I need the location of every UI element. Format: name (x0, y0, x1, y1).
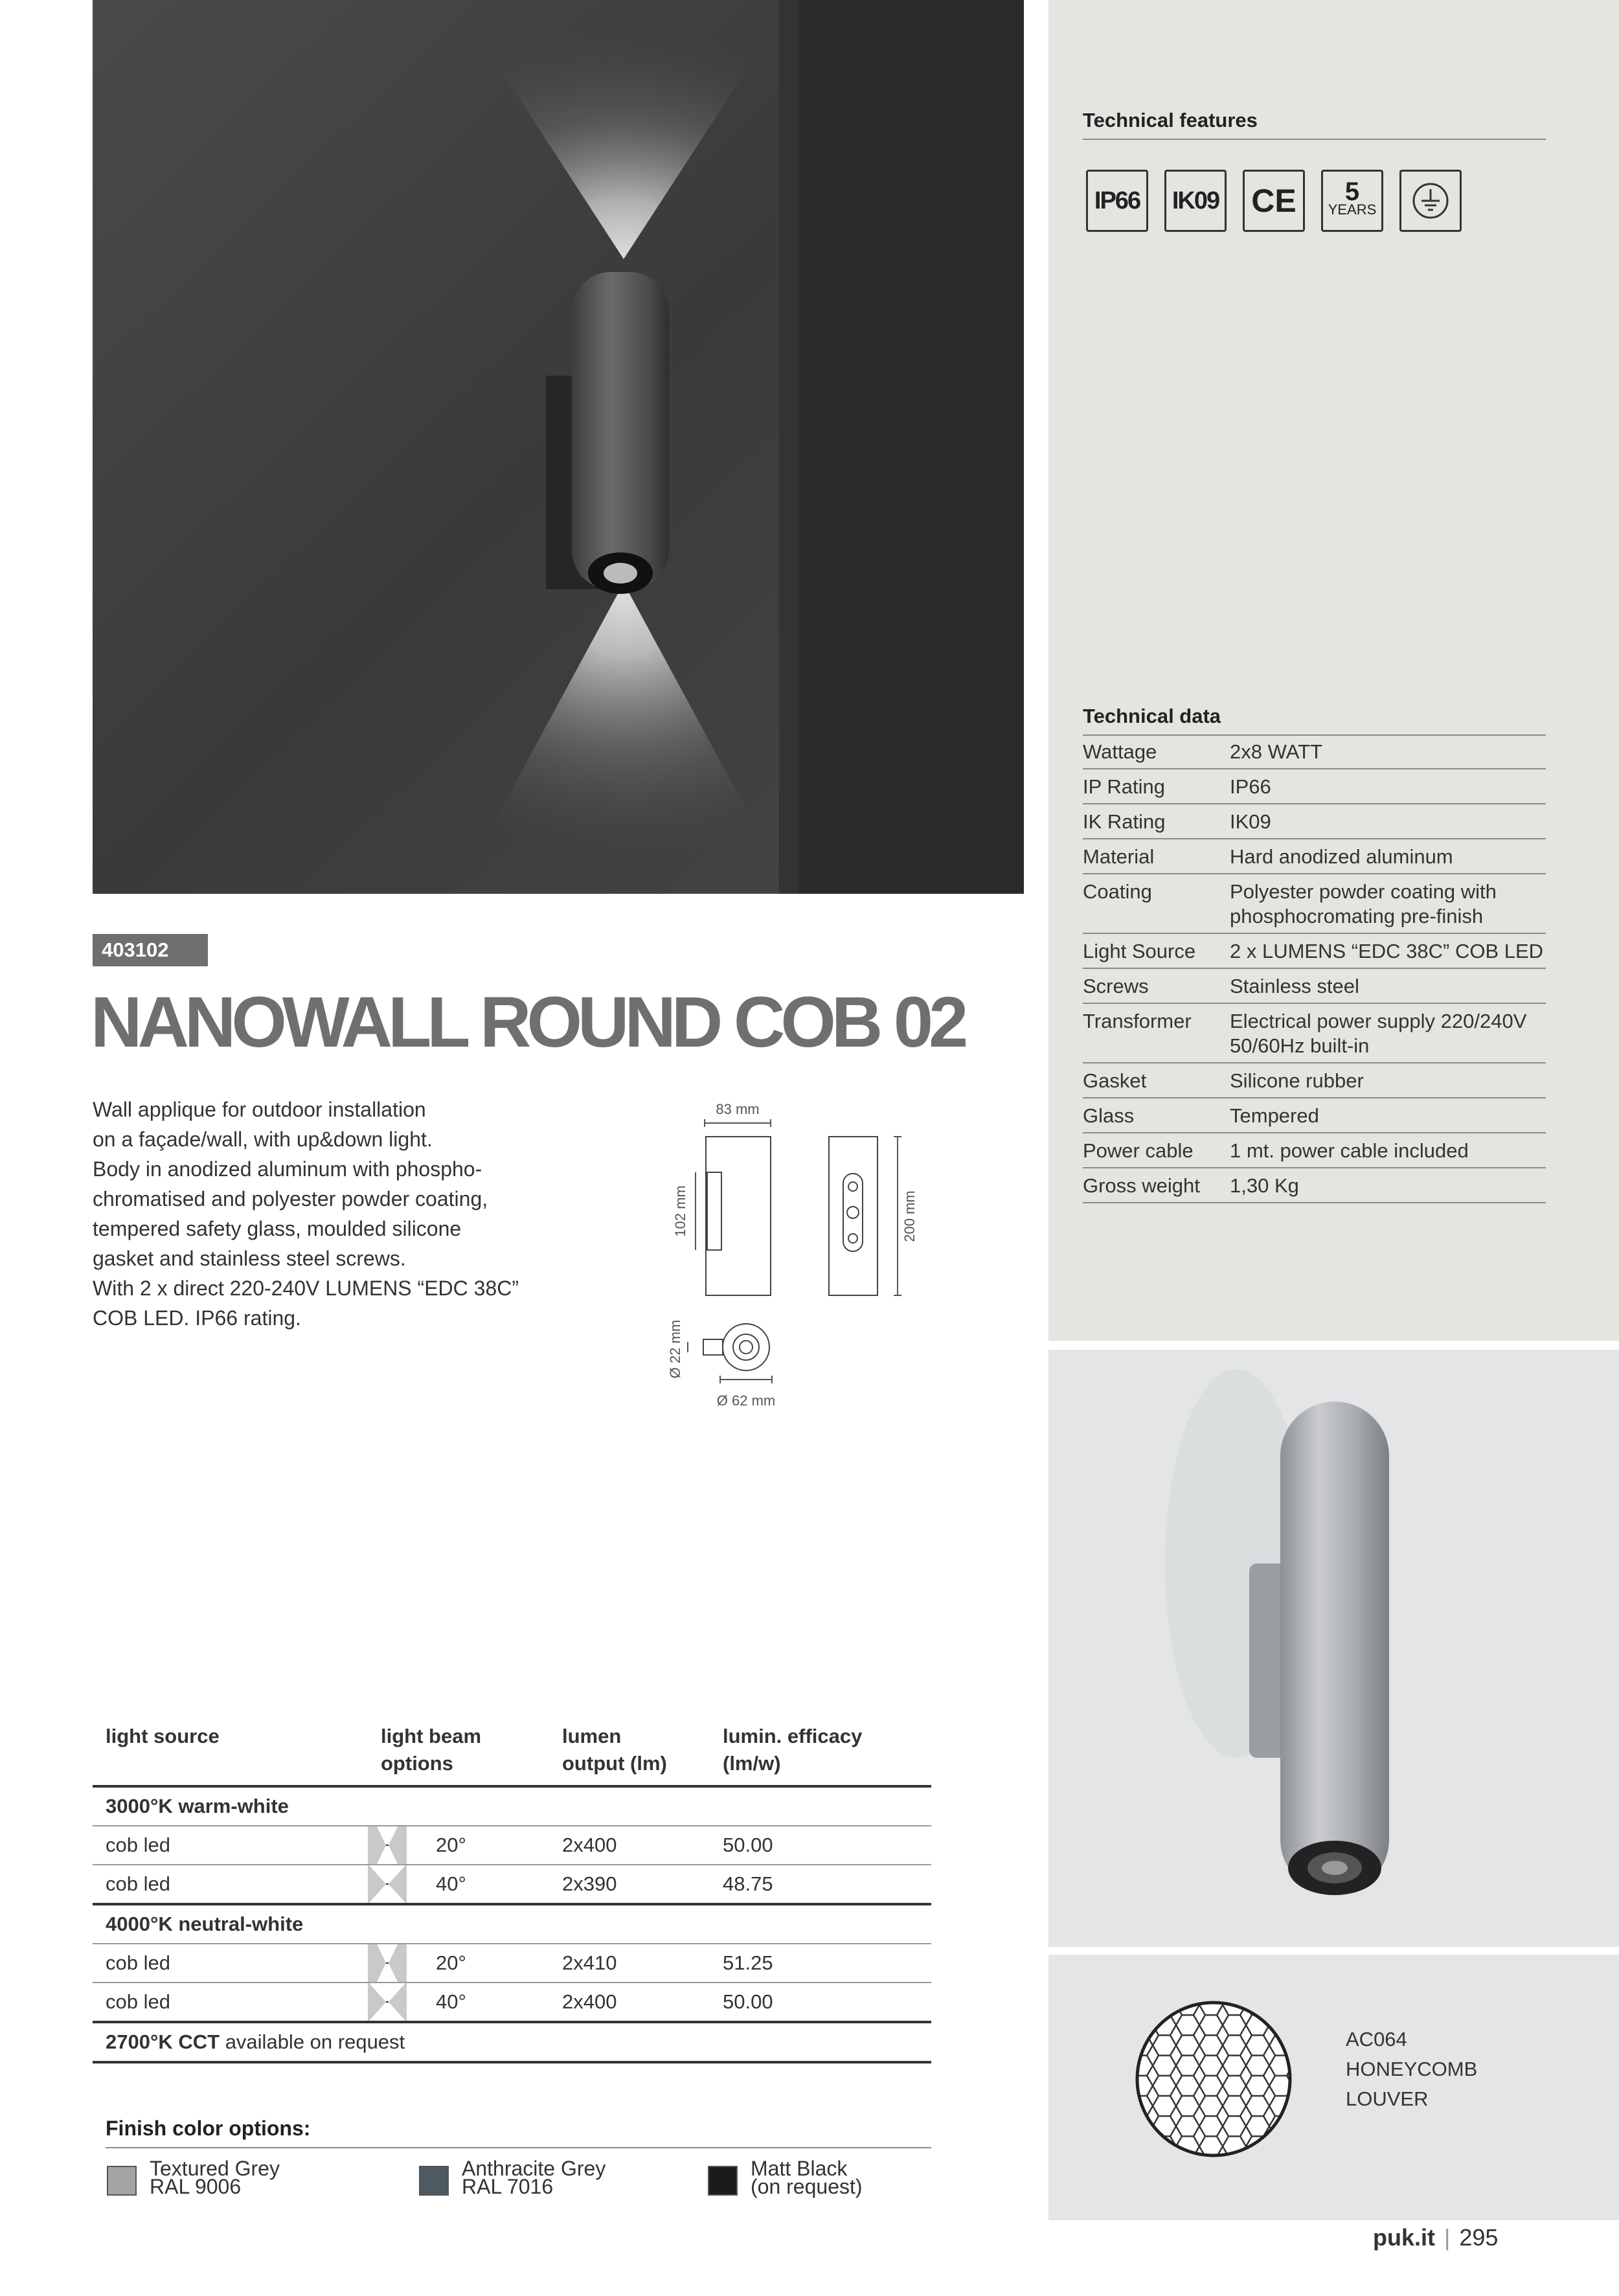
beam-angle-icon (368, 1944, 407, 1982)
technical-data-label: Wattage (1083, 734, 1230, 769)
finish-options-title: Finish color options: (106, 2117, 931, 2148)
technical-data-value: Silicone rubber (1230, 1063, 1546, 1098)
light-source-cell: cob led (93, 1826, 368, 1865)
technical-data-row (1083, 968, 1546, 1003)
finish-name: Textured Grey (150, 2157, 280, 2180)
technical-data-label: Screws (1083, 968, 1230, 1003)
header-lumen-output: lumen output (lm) (549, 1716, 710, 1786)
cct-note-bold: 2700°K CCT (106, 2030, 220, 2053)
depth-label: 102 mm (672, 1185, 688, 1237)
technical-data-row (1083, 839, 1546, 874)
product-cutout-illustration (1048, 1350, 1619, 1947)
technical-data-label: IK Rating (1083, 804, 1230, 839)
warranty-word: YEARS (1328, 201, 1377, 218)
performance-row (93, 1944, 931, 1983)
front-view-plate (843, 1174, 863, 1251)
lumen-cell: 2x400 (549, 1983, 710, 2022)
product-title: NANOWALL ROUND COB 02 (91, 983, 964, 1062)
accessory-name-line2: LOUVER (1346, 2087, 1429, 2110)
technical-data-row (1083, 804, 1546, 839)
technical-data-row (1083, 1133, 1546, 1168)
page-footer (1373, 2224, 1498, 2251)
hero-product-photo (93, 0, 1024, 894)
lumen-cell: 2x400 (549, 1826, 710, 1865)
footer-separator: | (1444, 2224, 1451, 2251)
performance-table (93, 1716, 931, 2063)
technical-data-value: Hard anodized aluminum (1230, 839, 1546, 874)
technical-data-row (1083, 933, 1546, 968)
technical-data-row (1083, 1098, 1546, 1133)
beam-angle-icon (368, 1865, 407, 1903)
technical-data-row (1083, 1168, 1546, 1203)
footer-site[interactable]: puk.it (1373, 2224, 1435, 2251)
technical-data-label: Light Source (1083, 933, 1230, 968)
light-source-cell: cob led (93, 1983, 368, 2022)
beam-angle: 40° (436, 1872, 466, 1895)
beam-cell (368, 1983, 549, 2022)
ce-mark-badge (1243, 170, 1305, 232)
group-title: 3000°K warm-white (93, 1786, 931, 1826)
beam-angle-icon (368, 1983, 407, 2021)
technical-data-value: Tempered (1230, 1098, 1546, 1133)
accessory-label (1346, 2025, 1477, 2114)
cct-note-row (93, 2022, 931, 2062)
efficacy-cell: 48.75 (710, 1865, 931, 1904)
technical-data-table (1083, 734, 1546, 1203)
technical-data-label: Gross weight (1083, 1168, 1230, 1203)
performance-row (93, 1983, 931, 2022)
efficacy-cell: 51.25 (710, 1944, 931, 1983)
beam-angle-icon (368, 1826, 407, 1864)
color-temperature-group (93, 1904, 931, 1944)
light-source-cell: cob led (93, 1865, 368, 1904)
technical-data-value: IP66 (1230, 769, 1546, 804)
description-line: gasket and stainless steel screws. (93, 1247, 406, 1270)
finish-name: Anthracite Grey (462, 2157, 606, 2180)
description-line: Body in anodized aluminum with phospho- (93, 1157, 482, 1181)
ce-badge-text: CE (1251, 183, 1296, 219)
beam-angle: 20° (436, 1834, 466, 1856)
header-efficacy: lumin. efficacy (lm/w) (710, 1716, 931, 1786)
header-light-source: light source (93, 1716, 368, 1786)
technical-data-row (1083, 1063, 1546, 1098)
header-light-beam: light beam options (368, 1716, 549, 1786)
ip-rating-badge (1086, 170, 1148, 232)
finish-label (462, 2159, 606, 2196)
beam-angle: 20° (436, 1951, 466, 1974)
description-line: Wall applique for outdoor installation (93, 1098, 426, 1121)
hero-illustration (93, 0, 1024, 894)
technical-data-title: Technical data (1083, 705, 1546, 736)
earth-ground-icon (1411, 181, 1450, 220)
product-description (93, 1095, 591, 1333)
description-line: chromatised and polyester powder coating, (93, 1187, 488, 1211)
accessory-code: AC064 (1346, 2028, 1407, 2051)
beam-cell (368, 1826, 549, 1865)
description-line: on a façade/wall, with up&down light. (93, 1128, 433, 1151)
technical-data-label: Material (1083, 839, 1230, 874)
product-code-badge: 403102 (93, 934, 208, 966)
ik-rating-badge (1164, 170, 1227, 232)
cct-note (93, 2022, 931, 2062)
ip-badge-text: IP66 (1094, 187, 1140, 214)
honeycomb-louver-icon (1129, 1995, 1298, 2163)
technical-data-value: 2 x LUMENS “EDC 38C” COB LED (1230, 933, 1546, 968)
technical-data-value: 2x8 WATT (1230, 734, 1546, 769)
earth-ground-badge (1399, 170, 1462, 232)
dimension-drawing (648, 1095, 920, 1418)
description-line: With 2 x direct 220-240V LUMENS “EDC 38C” (93, 1277, 519, 1300)
finish-swatch (107, 2166, 137, 2196)
technical-data-label: IP Rating (1083, 769, 1230, 804)
technical-data-row (1083, 734, 1546, 769)
warranty-badge (1321, 170, 1383, 232)
description-line: tempered safety glass, moulded silicone (93, 1217, 462, 1240)
description-line: COB LED. IP66 rating. (93, 1306, 301, 1330)
top-view-circle (723, 1324, 769, 1370)
finish-code: RAL 7016 (462, 2175, 554, 2198)
technical-data-row (1083, 1003, 1546, 1063)
technical-data-label: Coating (1083, 874, 1230, 933)
technical-data-value: IK09 (1230, 804, 1546, 839)
technical-data-label: Transformer (1083, 1003, 1230, 1063)
finish-name: Matt Black (751, 2157, 848, 2180)
color-temperature-group (93, 1786, 931, 1826)
beam-cell (368, 1865, 549, 1904)
beam-cell (368, 1944, 549, 1983)
warranty-number: 5 (1344, 177, 1360, 206)
finish-swatch (708, 2166, 738, 2196)
technical-data-value: Stainless steel (1230, 968, 1546, 1003)
side-view-bracket (707, 1172, 721, 1250)
technical-data-value: Electrical power supply 220/240V 50/60Hz built-in (1230, 1003, 1546, 1063)
light-source-cell: cob led (93, 1944, 368, 1983)
lumen-cell: 2x410 (549, 1944, 710, 1983)
group-title: 4000°K neutral-white (93, 1904, 931, 1944)
finish-label (751, 2159, 863, 2196)
width-label: 83 mm (716, 1101, 760, 1117)
finish-label (150, 2159, 280, 2196)
finish-swatch (419, 2166, 449, 2196)
efficacy-cell: 50.00 (710, 1826, 931, 1865)
product-cutout-photo (1048, 1350, 1619, 1947)
finish-code: RAL 9006 (150, 2175, 242, 2198)
efficacy-cell: 50.00 (710, 1983, 931, 2022)
ik-badge-text: IK09 (1172, 187, 1219, 214)
beam-angle: 40° (436, 1990, 466, 2013)
technical-data-label: Glass (1083, 1098, 1230, 1133)
accessory-name-line1: HONEYCOMB (1346, 2058, 1478, 2080)
technical-data-value: 1,30 Kg (1230, 1168, 1546, 1203)
performance-row (93, 1826, 931, 1865)
technical-features-title: Technical features (1083, 109, 1546, 140)
cct-note-text: available on request (220, 2030, 405, 2053)
lumen-cell: 2x390 (549, 1865, 710, 1904)
technical-data-row (1083, 874, 1546, 933)
technical-data-label: Gasket (1083, 1063, 1230, 1098)
accessory-panel (1048, 1955, 1619, 2220)
performance-row (93, 1865, 931, 1904)
small-diameter-label: Ø 22 mm (667, 1319, 683, 1379)
technical-data-row (1083, 769, 1546, 804)
height-label: 200 mm (901, 1190, 918, 1242)
technical-data-value: Polyester powder coating with phosphocromating pre-finish (1230, 874, 1546, 933)
technical-data-label: Power cable (1083, 1133, 1230, 1168)
page-number: 295 (1459, 2224, 1499, 2251)
diameter-label: Ø 62 mm (716, 1392, 776, 1409)
technical-data-value: 1 mt. power cable included (1230, 1133, 1546, 1168)
finish-code: (on request) (751, 2175, 863, 2198)
